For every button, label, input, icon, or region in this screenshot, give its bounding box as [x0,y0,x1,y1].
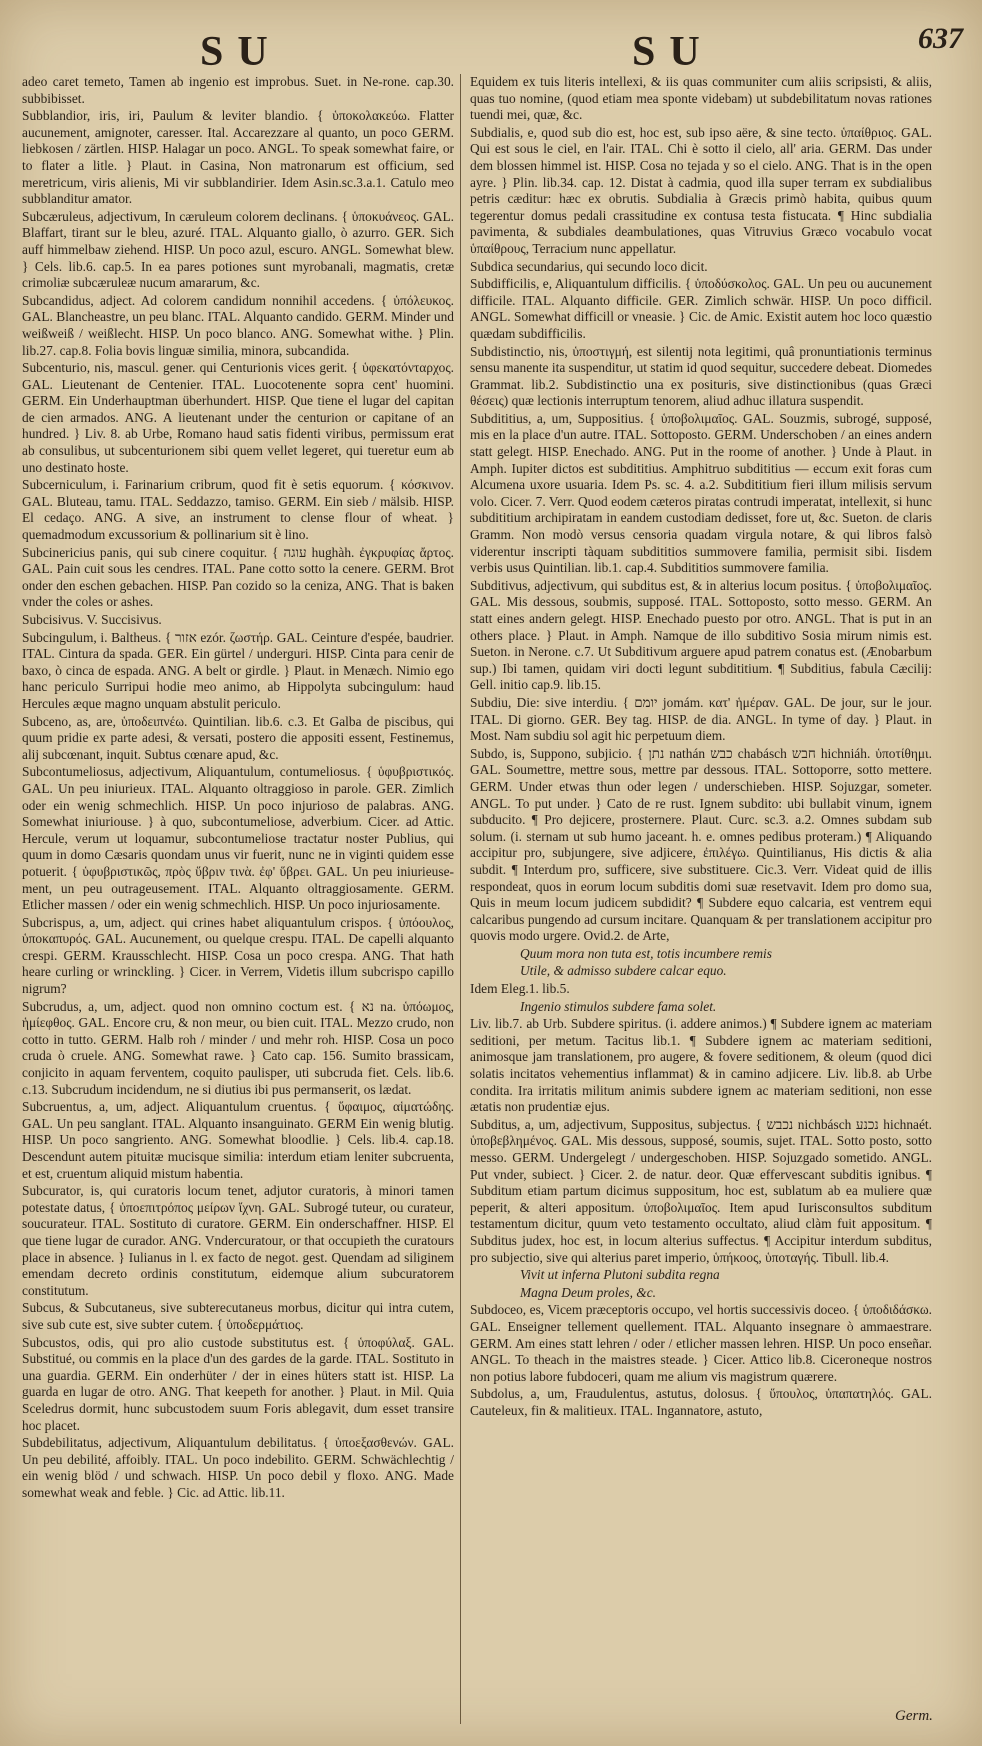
dictionary-entry: Subcerniculum, i. Farinarium cribrum, quod fit è setis equorum. { κόσκινον. GAL. Bluteau, tamu. ITAL. Seddazzo, tamiso. GERM. Ein sieb / mälsib. HISP. El cedaço. ANG. A sive, an instrument to clense flour of wheat. } quemadmodum excussorium & pollinarium sit è lino. [22,477,454,543]
dictionary-entry: Subcurator, is, qui curatoris locum tenet, adjutor curatoris, à minori tamen potestate datus, { ὑποεπιτρόπος μείρων ἴχνη. GAL. Subrogé tuteur, ou curateur, soucurateur. ITAL. Sostituto di curatore. GERM. Ein onderschaffner. HISP. El que tiene lugar de curador. ANG. Vndercuratour, or that occupieth the curatours place in absence. } Iulianus in l. ex facto de negot. gest. Quendam ad siliginem emendam decreto ordinis constitutum, eidemque alium subcuratorem constitutum. [22,1183,454,1298]
dictionary-entry: Subceno, as, are, ὑποδειπνέω. Quintilian. lib.6. c.3. Et Galba de piscibus, qui quum pridie ex parte adesi, & versati, postero die appositi essent, Festinemus, alij subcœnant, inquit. Subtus cœnare apud, &c. [22,713,454,762]
dictionary-entry: Magna Deum proles, &c. [520,1284,656,1300]
catchword: Germ. [895,1708,933,1724]
dictionary-entry: adeo caret temeto, Tamen ab ingenio est improbus. Suet. in Ne-rone. cap.30. subbibisset. [22,74,454,106]
dictionary-entry: Subcustos, odis, qui pro alio custode substitutus est. { ὑποφύλαξ. GAL. Substitué, ou commis en la place d'un des gardes de la garde. ITAL. Sostituto in una guardia. GERM. Ein onderhüter / der in eines hüters statt ist. HISP. La guarda en lugar de otro. ANG. That keepeth for another. } Plaut. in Mil. Quia Sceledrus dormit, hunc subcustodem suum Foris ablegavit, dum esset transire hoc placet. [22,1334,454,1433]
dictionary-entry: Subditus, a, um, adjectivum, Suppositus, subjectus. { נכבש nichbásch נכנע hichnaét. ὑποβεβλημένος. GAL. Mis dessous, supposé, soumis, sujet. ITAL. Sotto posto, sotto messo. GERM. Undergelegt / undergeschoben. HISP. Sojuzgado sometido. ANGL. Put vnder, subiect. } Cicer. 2. de natur. deor. Quæ effervescant subditis ignibus. ¶ Subditum etiam partum dicimus suppositum, hoc est, sublatum ab ea muliere quæ peperit, & alteri appositum. ὑποβολιμαῖος. Item apud Iurisconsultos subditum testamentum dicitur, quum veto testamento occultato, aliud clàm fuit appositum. ¶ Subditus judex, hoc est, in locum alterius suffectus. ¶ Accipitur interdum subditus, pro subjectio, sive qui alterius paret imperio, ὑπήκοος, ὑποταγής. Tibull. lib.4. [470,1116,932,1265]
dictionary-entry: Subdititius, a, um, Suppositius. { ὑποβολιμαῖος. GAL. Souzmis, subrogé, supposé, mis en la place d'un autre. ITAL. Sottoposto. GERM. Underschoben / an eines andern statt gelegt. HISP. Enechado. ANG. Put in the roome of another. } Unde à Plaut. in Amph. Iupiter dictos est subdititius. Amphitruo subdititius — eccum exit foras cum Alcumena uxore usuaria. Idem Ps. sc. 4. a.2. Subdititium fieri illum milisis servum volo. Cicer. 7. Verr. Quod eodem cæteros piratas contrudi imperatat, intellexit, si hunc subdititium archipiratam in eandem custodiam dedisset, fore ut, &c. Sueton. de claris Gramm. Non modò versus censoria quadam virgula notare, & qui libros falsò viderentur inscripti tàquam subdititios summovere familia, permisit sibi. Iisdem verbis usus Quintilian. lib.1. cap.4. Subdititios summovere familia. [470,410,932,576]
dictionary-entry: Subcontumeliosus, adjectivum, Aliquantulum, contumeliosus. { ὑφυβριστικός. GAL. Un peu iniurieux. ITAL. Alquanto oltraggioso in parole. GER. Zimlich oder ein wenig schmechlich. HISP. Un poco injurioso de palabras. ANG. Somewhat iniuriouse. } à quo, subcontumeliose, adverbium. Cicer. ad Attic. Hercule, verum ut loquamur, subcontumeliose tractatur noster Publius, qui quum in domo Cæsaris quondam unus vir fuerit, nunc ne in viginti quidem esse potuerit. { ὑφυβριστικῶς, πρὸς ὕβριν τινὰ. ἐφ' ὕβρει. GAL. Un peu iniurieuse-ment, un peu outrageusement. ITAL. Alquanto oltraggiosamente. GERM. Etlicher massen / oder ein wenig schmechlich. HISP. Un poco injuriosamente. [22,764,454,913]
dictionary-entry: Subdolus, a, um, Fraudulentus, astutus, dolosus. { ὕπουλος, ὑπαπατηλός. GAL. Cauteleux, fin & malitieux. ITAL. Ingannatore, astuto, [470,1386,932,1418]
dictionary-entry: Subdialis, e, quod sub dio est, hoc est, sub ipso aëre, & sine tecto. ὑπαίθριος. GAL. Qui est sous le ciel, en l'air. ITAL. Chi è sotto il cielo, all' aria. GERM. Das under dem blossen himmel ist. HISP. Cosa no tejada y so el cielo. ANG. That is in the open ayre. } Plin. lib.34. cap. 12. Distat à cadmia, quod illa super terram ex subdialibus petris cæditur: hæc ex obrutis. Subdialia à Græcis primò habita, quibus quum tegerentur domus pedali crassitudine ex contusa testa fistucata. ¶ Hinc subdialia pavimenta, & subdiales deambulationes, quas Vitruvius Græco vocabulo vocat ὑπαίθρους, Terracium nunc appellatur. [470,124,932,256]
dictionary-entry: Subdifficilis, e, Aliquantulum difficilis. { ὑποδύσκολος. GAL. Un peu ou aucunement difficile. ITAL. Alquanto difficile. GER. Zimlich schwär. HISP. Un poco difficil. ANGL. Somewhat difficill or vneasie. } Cic. de Amic. Existit autem hoc loco quæstio quædam subdifficilis. [470,276,932,341]
left-column [22,74,454,1724]
column-divider [460,74,461,1724]
running-head-right: SU [632,29,714,75]
dictionary-entry: Subditivus, adjectivum, qui subditus est, & in alterius locum positus. { ὑποβολιμαῖος. GAL. Mis dessous, soubmis, supposé. ITAL. Sottoposto, sotto messo. GERM. An statt eines andern gelegt. HISP. Enechado puesto por otro. ANGL. That is put in an others place. } Plaut. in Amph. Namque de illo subditivo Sosia mirum nimis est. Sueton. in Nerone. c.7. Ut Subditivum arguere apud patrem conatus est. (Ænobarbum sup.) Ibi tamen, quidam viri docti legunt subdititium. ¶ Subditius, fabula Cæcilij: Gell. initio cap.9. lib.15. [470,577,932,693]
dictionary-entry: Subdiu, Die: sive interdiu. { יומם jomám. κατ' ἡμέραν. GAL. De jour, sur le jour. ITAL. Di giorno. GER. Bey tag. HISP. de dia. ANGL. In tyme of day. } Plaut. in Most. Nam subdiu sol agit hic perpetuum diem. [470,694,932,744]
dictionary-entry: Subcinericius panis, qui sub cinere coquitur. { עוגה hughàh. ἐγκρυφίας ἄρτος. GAL. Pain cuit sous les cendres. ITAL. Pane cotto sotto la cenere. GERM. Brot onder den eschen gebachen. HISP. Pan cozido so la ceniza, ANG. That is baken vnder the coles or ashes. [22,544,454,610]
dictionary-entry: Subcenturio, nis, mascul. gener. qui Centurionis vices gerit. { ὑφεκατόνταρχος. GAL. Lieutenant de Centenier. ITAL. Luocotenente sopra cent' huomini. GERM. Ein Underhauptman überhundert. HISP. Que tiene el lugar del capitan de cien armados. ANG. A lieutenant under the centurion or capitane of an hundred. } Liv. 8. ab Urbe, Romano haud satis fidenti viribus, permissum erat ab consulibus, ut subcenturionem sibi quem vellet legeret, qui tueretur eum ab uno destinato hoste. [22,360,454,475]
dictionary-entry: Ingenio stimulos subdere fama solet. [520,998,717,1014]
dictionary-entry: Subdoceo, es, Vicem præceptoris occupo, vel hortis successivis doceo. { ὑποδιδάσκω. GAL. Enseigner tellement quellement. ITAL. Alquanto insegnare ò ammaestrare. GERM. Am eines statt lehren / oder / etlicher massen lehren. HISP. Un poco enseñar. ANGL. To theach in the maistres steade. } Cicer. Attico lib.8. Ciceroneque nostros non potius labore fubdoceri, quam me alium vis magistrum quærere. [470,1302,932,1384]
page-number: 637 [918,22,963,55]
dictionary-entry: Subdica secundarius, qui secundo loco dicit. [470,258,708,274]
dictionary-entry: Subcus, & Subcutaneus, sive subterecutaneus morbus, dicitur qui intra cutem, sive sub cute est, sive subter cutem. { ὑποδερμάτιος. [22,1300,454,1332]
dictionary-entry: Quum mora non tuta est, totis incumbere remis [520,945,772,961]
dictionary-entry: Subcrudus, a, um, adject. quod non omnino coctum est. { נא na. ὑπόωμος, ἡμίεφθος. GAL. Encore cru, & non meur, ou bien cuit. ITAL. Mezzo crudo, non cotto in tutto. GERM. Halb roh / minder / und mehr roh. HISP. Cosa un poco cruda ò cruele. ANG. Somewhat rawe. } Cato cap. 156. Sumito brassicam, conjicito in aquam ferventem, coquito paulisper, uti subcruda fiet. Cels. lib.6. c.13. Subcrudum incidendum, ne si diutius ibi pus permanserit, os lædat. [22,998,454,1097]
dictionary-entry: Subdebilitatus, adjectivum, Aliquantulum debilitatus. { ὑποεξασθενών. GAL. Un peu debilité, affoibly. ITAL. Un poco indebilito. GERM. Schwächlechtig / ein wenig blöd / und schwach. HISP. Un poco debil y floxo. ANG. Made somewhat weak and feble. } Cic. ad Attic. lib.11. [22,1435,454,1500]
dictionary-entry: Vivit ut inferna Plutoni subdita regna [520,1267,720,1283]
dictionary-entry: Subcrispus, a, um, adject. qui crines habet aliquantulum crispos. { ὑπόουλος, ὑποκαπυρός. GAL. Aucunement, ou quelque crespu. ITAL. De capelli alquanto crespi. GERM. Krausschlecht. HISP. Cosa un poco crespa. ANG. That hath heare curling or wrinckling. } Cicer. in Verrem, Videtis illum subcrispo capillo nigrum? [22,914,454,997]
dictionary-entry: Utile, & admisso subdere calcar equo. [520,963,727,979]
dictionary-entry: Subcæruleus, adjectivum, In cæruleum colorem declinans. { ὑποκυάνεος. GAL. Blaffart, tirant sur le bleu, azuré. ITAL. Alquanto giallo, ò azurro. GER. Sich auff himmelbaw ziehend. HISP. Un poco azul, escuro. ANGL. Somewhat blew. } Cels. lib.6. cap.5. In ea pares potiones sunt myrobanali, magmatis, cretæ crimoliæ subcæruleæ nucum amararum, &c. [22,208,454,291]
dictionary-entry: Subblandior, iris, iri, Paulum & leviter blandio. { ὑποκολακεύω. Flatter aucunement, amignoter, caresser. Ital. Accarezzare al quanto, un poco GERM. liebkosen / zärtlen. HISP. Halagar un poco. ANGL. To speak somewhat faire, or to flater a litle. } Plaut. in Casina, Non matronarum est officium, sed meretricum, viris alienis, Mi vir subblandirier. Idem Asin.sc.3.a.1. Catulo meo subblanditur amator. [22,108,454,207]
right-column [470,74,932,1724]
dictionary-entry: Subcandidus, adject. Ad colorem candidum nonnihil accedens. { ὑπόλευκος. GAL. Blancheastre, un peu blanc. ITAL. Alquanto candido. GERM. Minder und weißweiß / weißlecht. HISP. Un poco blanco. ANG. Somewhat withe. } Plin. lib.27. cap.8. Folia bovis linguæ similia, minora, subcandida. [22,292,454,358]
running-head-left: SU [200,29,282,75]
dictionary-entry: Idem Eleg.1. lib.5. [470,981,570,997]
dictionary-entry: Equidem ex tuis literis intellexi, & iis quas communiter cum aliis scripsisti, & aliis, quas tuo nomine, (quod etiam mea sponte videbam) ut subdebilitatum novas rationes tuendi mei, quæ, &c. [470,74,932,123]
dictionary-entry: Subcingulum, i. Baltheus. { אזור ezór. ζωστήρ. GAL. Ceinture d'espée, baudrier. ITAL. Cintura da spada. GER. Ein gürtel / underguri. HISP. Cinta para cenir de baxo, ò cinca de espada. ANG. A belt or girdle. } Plaut. in Menæch. Nimio ego hanc periculo Surripui hodie meo animo, ab Hippolyta subcingulum: haud Hercules æque magno unquam abstulit periculo. [22,629,454,711]
dictionary-entry: Subdo, is, Suppono, subjicio. { נתן nathán כבש chabásch חבש hichniáh. ὑποτίθημι. GAL. Soumettre, mettre sous, mettre par dessous. ITAL. Sottoporre, sotto mettere. GERM. Under etwas thun oder legen / underschieben. HISP. Sojuzgar, someter. ANGL. To put under. } Cato de re rust. Ignem subdito: ubi bullabit vinum, ignem subducito. ¶ Pro dejicere, prosternere. Plaut. Curc. sc.3. a.2. Omnes subdam sub solum. (i. sternam ut sub humo jaceant. h. e. omnes pedibus proteram.) ¶ Aliquando accipitur pro, subjungere, sive adjicere, ἐπιλέγω. Quintilianus, His dictis & alia subdit. ¶ Interdum pro, sufficere, sive substituere. Cic.3. Verr. Videat quid de illis respondeat, quos in eorum locum subditis domi suæ resetvavit. Idem pro domo sua, Quis in meum locum judicem subdidit? ¶ Subdere equo calcaria, est ventrem equi calcaribus pungendo ad cursum incitare. Quanquam & per translationem accipitur pro quovis modo urgere. Ovid.2. de Arte, [470,745,932,944]
dictionary-entry: Subcisivus. V. Succisivus. [22,612,162,627]
dictionary-entry: Liv. lib.7. ab Urb. Subdere spiritus. (i. addere animos.) ¶ Subdere ignem ac materiam seditioni, per metum. Tacitus lib.1. ¶ Subdere ignem ac materiam seditioni, animosque jam translationem, pro augere, & fovere seditionem, & oleum (quod dici solatis incitatos vehementius inflammat) & in camino adjicere. Liv. lib.8. ab Urbe condita. Ira irritatis militum animis subdere ignem ac materiam seditioni, non esse ætatis non prudentiæ ejus. [470,1016,932,1115]
dictionary-entry: Subcruentus, a, um, adject. Aliquantulum cruentus. { ὕφαιμος, αἱματώδης. GAL. Un peu sanglant. ITAL. Alquanto insanguinato. GERM Ein wenig blutig. HISP. Un poco sangriento. ANG. Somewhat bloodlie. } Cels. lib.4. cap.18. Descendunt autem pituitæ mucisque similia: interdum etiam leniter subcruenta, et est, cruentum aliquid mistum habentia. [22,1099,454,1181]
dictionary-entry: Subdistinctio, nis, ὑποστιγμή, est silentij nota legitimi, quâ pronuntiationis terminus sensu manente ita suspenditur, ut statim id quod sequitur, succedere debeat. Diomedes Grammat. lib.2. Subdistinctio una ex posituris, sive distinctionibus (quas Græci θέσεις) quæ lectionis interruptum tenorem, aliud adhuc illatura suspendit. [470,343,932,409]
